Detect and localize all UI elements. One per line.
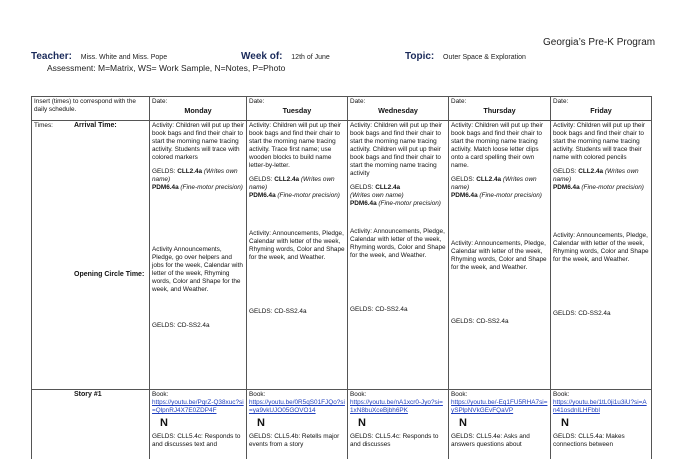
week-label: Week of: [241, 51, 283, 62]
book-video-link[interactable]: https://youtu.be/1tL0ji1u3iU?si=An41osdnILHFbbl [553, 399, 647, 414]
monday-story-cell [150, 390, 247, 459]
story-standard: GELDS: CLL5.4b: Retells major events from a story [249, 432, 340, 448]
friday-cell [551, 121, 652, 390]
book-label: Book: [350, 391, 367, 398]
arrival-standards: GELDS: CLL2.4a (Writes own name) PDM6.4a (Fine-motor precision) [249, 176, 340, 199]
notes-mark: N [358, 417, 366, 429]
friday-story-cell [551, 390, 652, 459]
arrival-activity: Activity: Children will put up their book bags and find their chair to start the morning name tracing activity. Children will put up their book bags and find their chair to start the morning name tracing activity [350, 122, 442, 177]
book-video-link[interactable]: https://youtu.be/nA1xcr0-Jyo?si=1xN8buXceBjbh6PK [350, 399, 443, 414]
thursday-cell [449, 121, 551, 390]
day-header-row [32, 97, 652, 121]
opening-activity: Activity: Announcements, Pledge, Calendar with letter of the week, Rhyming words, Color and Shape for the week, and Weather. [350, 228, 446, 259]
arrival-activity: Activity: Children will put up their book bags and find their chair to start the morning name tracing activity. Students will trace with colored markers [152, 122, 244, 161]
teacher-value: Miss. White and Miss. Pope [80, 54, 168, 61]
activity-row-arrival-opening [32, 121, 652, 390]
day-header-thursday [449, 97, 551, 121]
opening-standard: GELDS: CD-SS2.4a [451, 318, 509, 325]
book-video-link[interactable]: https://youtu.be/-Eq1FU5RHA7si=ySPlpNVkGEvFQaVP [451, 399, 548, 414]
tuesday-cell [247, 121, 348, 390]
date-label: Date: [451, 98, 467, 105]
arrival-activity: Activity: Children will put up their book bags and find their chair to start the morning name tracing activity. Match loose letter clips onto a card spelling their own name. [451, 122, 543, 169]
opening-activity: Activity: Announcements, Pledge, Calendar with letter of the week, Rhyming words, Color and Shape for the week, and Weather. [553, 232, 649, 263]
wednesday-story-cell [348, 390, 449, 459]
opening-activity: Activity Announcements, Pledge, go over helpers and jobs for the week, Calendar with letter of the week, Rhyming words, Color and Shape for the week, and Weather. [152, 246, 243, 293]
story-row [32, 390, 652, 459]
thursday-story-cell [449, 390, 551, 459]
day-header-monday [150, 97, 247, 121]
arrival-standards: GELDS: CLL2.4a (Writes own name) PDM6.4a (Fine-motor precision) [553, 168, 644, 191]
day-name: Friday [590, 106, 612, 115]
book-video-link[interactable]: https://youtu.be/0R5qS01FJQo?si=ya9vkUJO05GOVO14 [249, 399, 345, 414]
week-value: 12th of June [291, 54, 330, 61]
arrival-standards: GELDS: CLL2.4a (Writes own name) PDM6.4a (Fine-motor precision) [451, 176, 542, 199]
topic-value: Outer Space & Exploration [443, 54, 526, 61]
date-label: Date: [152, 98, 168, 105]
opening-standard: GELDS: CD-SS2.4a [350, 306, 408, 313]
day-header-tuesday [247, 97, 348, 121]
opening-circle-label: Opening Circle Time: [74, 270, 145, 278]
book-label: Book: [249, 391, 266, 398]
corner-note: Insert (times) to correspond with the daily schedule. [32, 97, 150, 121]
arrival-standards: GELDS: CLL2.4a (Writes own name) PDM6.4a (Fine-motor precision) [350, 184, 441, 207]
assessment-key: Assessment: M=Matrix, WS= Work Sample, N=Notes, P=Photo [47, 63, 286, 73]
opening-standard: GELDS: CD-SS2.4a [249, 308, 307, 315]
date-label: Date: [249, 98, 265, 105]
story-label-cell [32, 390, 150, 459]
day-header-wednesday [348, 97, 449, 121]
schedule-table [31, 96, 652, 459]
arrival-standards: GELDS: CLL2.4a (Writes own name) PDM6.4a (Fine-motor precision) [152, 168, 243, 191]
book-label: Book: [451, 391, 468, 398]
topic-field [405, 51, 526, 65]
book-video-link[interactable]: https://youtu.be/PqrZ-Q38xuc?si=QlpnRJ4X7E0ZDP4F [152, 399, 244, 414]
day-name: Wednesday [378, 106, 418, 115]
notes-mark: N [257, 417, 265, 429]
times-label: Times: [34, 122, 53, 129]
story-standard: GELDS: CLL5.4e: Asks and answers questions about [451, 432, 530, 448]
activity-labels-cell [32, 121, 150, 390]
day-name: Tuesday [282, 106, 312, 115]
wednesday-cell [348, 121, 449, 390]
teacher-label: Teacher: [31, 51, 72, 62]
opening-standard: GELDS: CD-SS2.4a [152, 322, 210, 329]
story-standard: GELDS: CLL5.4c: Responds to and discusses text and [152, 432, 241, 448]
program-title: Georgia’s Pre-K Program [543, 37, 656, 48]
story-standard: GELDS: CLL5.4c: Responds to and discusses [350, 432, 439, 448]
day-name: Monday [184, 106, 212, 115]
tuesday-story-cell [247, 390, 348, 459]
book-label: Book: [553, 391, 570, 398]
day-header-friday [551, 97, 652, 121]
story-standard: GELDS: CLL5.4a: Makes connections between [553, 432, 625, 448]
date-label: Date: [350, 98, 366, 105]
opening-activity: Activity: Announcements, Pledge, Calendar with letter of the week, Rhyming words, Color and Shape for the week, and Weather. [451, 240, 547, 271]
arrival-activity: Activity: Children will put up their book bags and find their chair to start the morning name tracing activity. Students will trace their name with colored pencils [553, 122, 645, 161]
day-name: Thursday [483, 106, 516, 115]
opening-standard: GELDS: CD-SS2.4a [553, 310, 611, 317]
notes-mark: N [459, 417, 467, 429]
topic-label: Topic: [405, 51, 435, 62]
notes-mark: N [561, 417, 569, 429]
book-label: Book: [152, 391, 169, 398]
monday-cell [150, 121, 247, 390]
arrival-activity: Activity: Children will put up their book bags and find their chair to start the morning name tracing activity. Trace first name; use wooden blocks to build name letter-by-letter. [249, 122, 341, 169]
story-label: Story #1 [74, 391, 102, 398]
opening-activity: Activity: Announcements, Pledge, Calendar with letter of the week, Rhyming words, Color and Shape for the week, and Weather. [249, 230, 345, 261]
date-label: Date: [553, 98, 569, 105]
arrival-label: Arrival Time: [74, 122, 117, 129]
notes-mark: N [160, 417, 168, 429]
